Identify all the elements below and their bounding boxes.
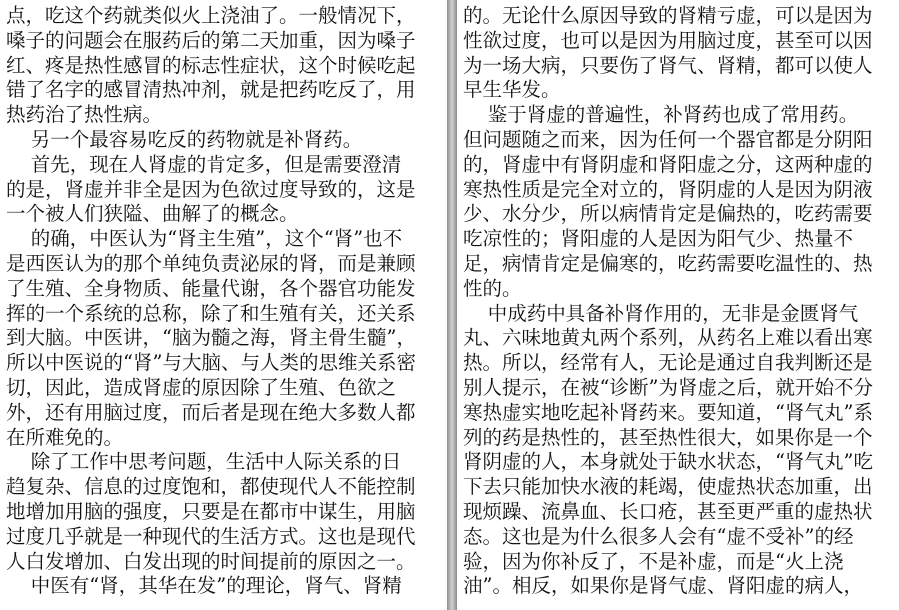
text-line: 油”。相反，如果你是肾气虚、肾阳虚的病人， — [463, 574, 863, 598]
right-page-text — [463, 4, 873, 599]
text-line: 肾阴虚的人，本身就处于缺水状态，“肾气丸”吃 — [463, 450, 873, 474]
text-line: 是西医认为的那个单纯负责泌尿的肾，而是兼顾 — [6, 251, 416, 275]
text-line: 外，还有用脑过度，而后者是现在绝大多数人都 — [6, 400, 416, 424]
text-line: 少、水分少，所以病情肯定是偏热的，吃药需要 — [463, 202, 873, 226]
text-line: 的。无论什么原因导致的肾精亏虚，可以是因为 — [463, 4, 873, 27]
text-line: 的，肾虚中有肾阴虚和肾阳虚之分，这两种虚的 — [463, 152, 873, 176]
left-page-text — [6, 4, 416, 599]
text-line: 寒热性质是完全对立的，肾阴虚的人是因为阴液 — [463, 177, 873, 201]
text-line: 了生殖、全身物质、能量代谢，各个器官功能发 — [6, 276, 416, 300]
text-line: 早生华发。 — [463, 78, 561, 102]
text-line: 嗓子的问题会在服药后的第二天加重，因为嗓子 — [6, 28, 416, 52]
text-line: 切，因此，造成肾虚的原因除了生殖、色欲之 — [6, 375, 397, 399]
text-line: 在所难免的。 — [6, 425, 124, 449]
text-line: 首先，现在人肾虚的肯定多，但是需要澄清 — [6, 152, 402, 176]
text-line: 吃凉性的；肾阳虚的人是因为阳气少、热量不 — [463, 227, 854, 251]
text-line: 所以中医说的“肾”与大脑、与人类的思维关系密 — [6, 351, 416, 375]
text-line: 验，因为你补反了，不是补虚，而是“火上浇 — [463, 549, 844, 573]
text-line: 下去只能加快水液的耗竭，使虚热状态加重，出 — [463, 475, 873, 499]
text-line: 热。所以，经常有人，无论是通过自我判断还是 — [463, 351, 873, 375]
text-line: 性的。 — [463, 276, 522, 300]
text-line: 错了名字的感冒清热冲剂，就是把药吃反了，用 — [6, 78, 416, 102]
text-line: 列的药是热性的，甚至热性很大，如果你是一个 — [463, 425, 873, 449]
text-line: 为一场大病，只要伤了肾气、肾精，都可以使人 — [463, 53, 873, 77]
left-page — [0, 0, 447, 610]
text-line: 人白发增加、白发出现的时间提前的原因之一。 — [6, 549, 416, 573]
text-line: 的确，中医认为“肾主生殖”，这个“肾”也不 — [6, 227, 403, 251]
text-line: 一个被人们狭隘、曲解了的概念。 — [6, 202, 299, 226]
text-line: 鉴于肾虚的普遍性，补肾药也成了常用药。 — [463, 103, 859, 127]
text-line: 点，吃这个药就类似火上浇油了。一般情况下， — [6, 4, 416, 27]
text-line: 中成药中具备补肾作用的，无非是金匮肾气 — [463, 301, 859, 325]
text-line: 红、疼是热性感冒的标志性症状，这个时候吃起 — [6, 53, 416, 77]
text-line: 足，病情肯定是偏寒的，吃药需要吃温性的、热 — [463, 251, 873, 275]
text-line: 过度几乎就是一种现代的生活方式。这也是现代 — [6, 524, 416, 548]
text-line: 寒热虚实地吃起补肾药来。要知道，“肾气丸”系 — [463, 400, 873, 424]
text-line: 的是，肾虚并非全是因为色欲过度导致的，这是 — [6, 177, 416, 201]
text-line: 丸、六味地黄丸两个系列，从药名上难以看出寒 — [463, 326, 873, 350]
text-line: 别人提示，在被“诊断”为肾虚之后，就开始不分 — [463, 375, 873, 399]
text-line: 挥的一个系统的总称，除了和生殖有关，还关系 — [6, 301, 416, 325]
page-gutter — [447, 0, 457, 610]
text-line: 地增加用脑的强度，只要是在都市中谋生，用脑 — [6, 499, 416, 523]
text-line: 到大脑。中医讲，“脑为髓之海，肾主骨生髓”， — [6, 326, 416, 350]
text-line: 态。这也是为什么很多人会有“虚不受补”的经 — [463, 524, 854, 548]
text-line: 热药治了热性病。 — [6, 103, 163, 127]
text-line: 趋复杂、信息的过度饱和，都使现代人不能控制 — [6, 475, 416, 499]
text-line: 但问题随之而来，因为任何一个器官都是分阴阳 — [463, 127, 873, 151]
text-line: 中医有“肾，其华在发”的理论，肾气、肾精 — [6, 574, 402, 598]
text-line: 另一个最容易吃反的药物就是补肾药。 — [6, 127, 363, 151]
text-line: 除了工作中思考问题，生活中人际关系的日 — [6, 450, 402, 474]
text-line: 性欲过度，也可以是因为用脑过度，甚至可以因 — [463, 28, 873, 52]
text-line: 现烦躁、流鼻血、长口疮，甚至更严重的虚热状 — [463, 499, 873, 523]
right-page — [457, 0, 899, 610]
